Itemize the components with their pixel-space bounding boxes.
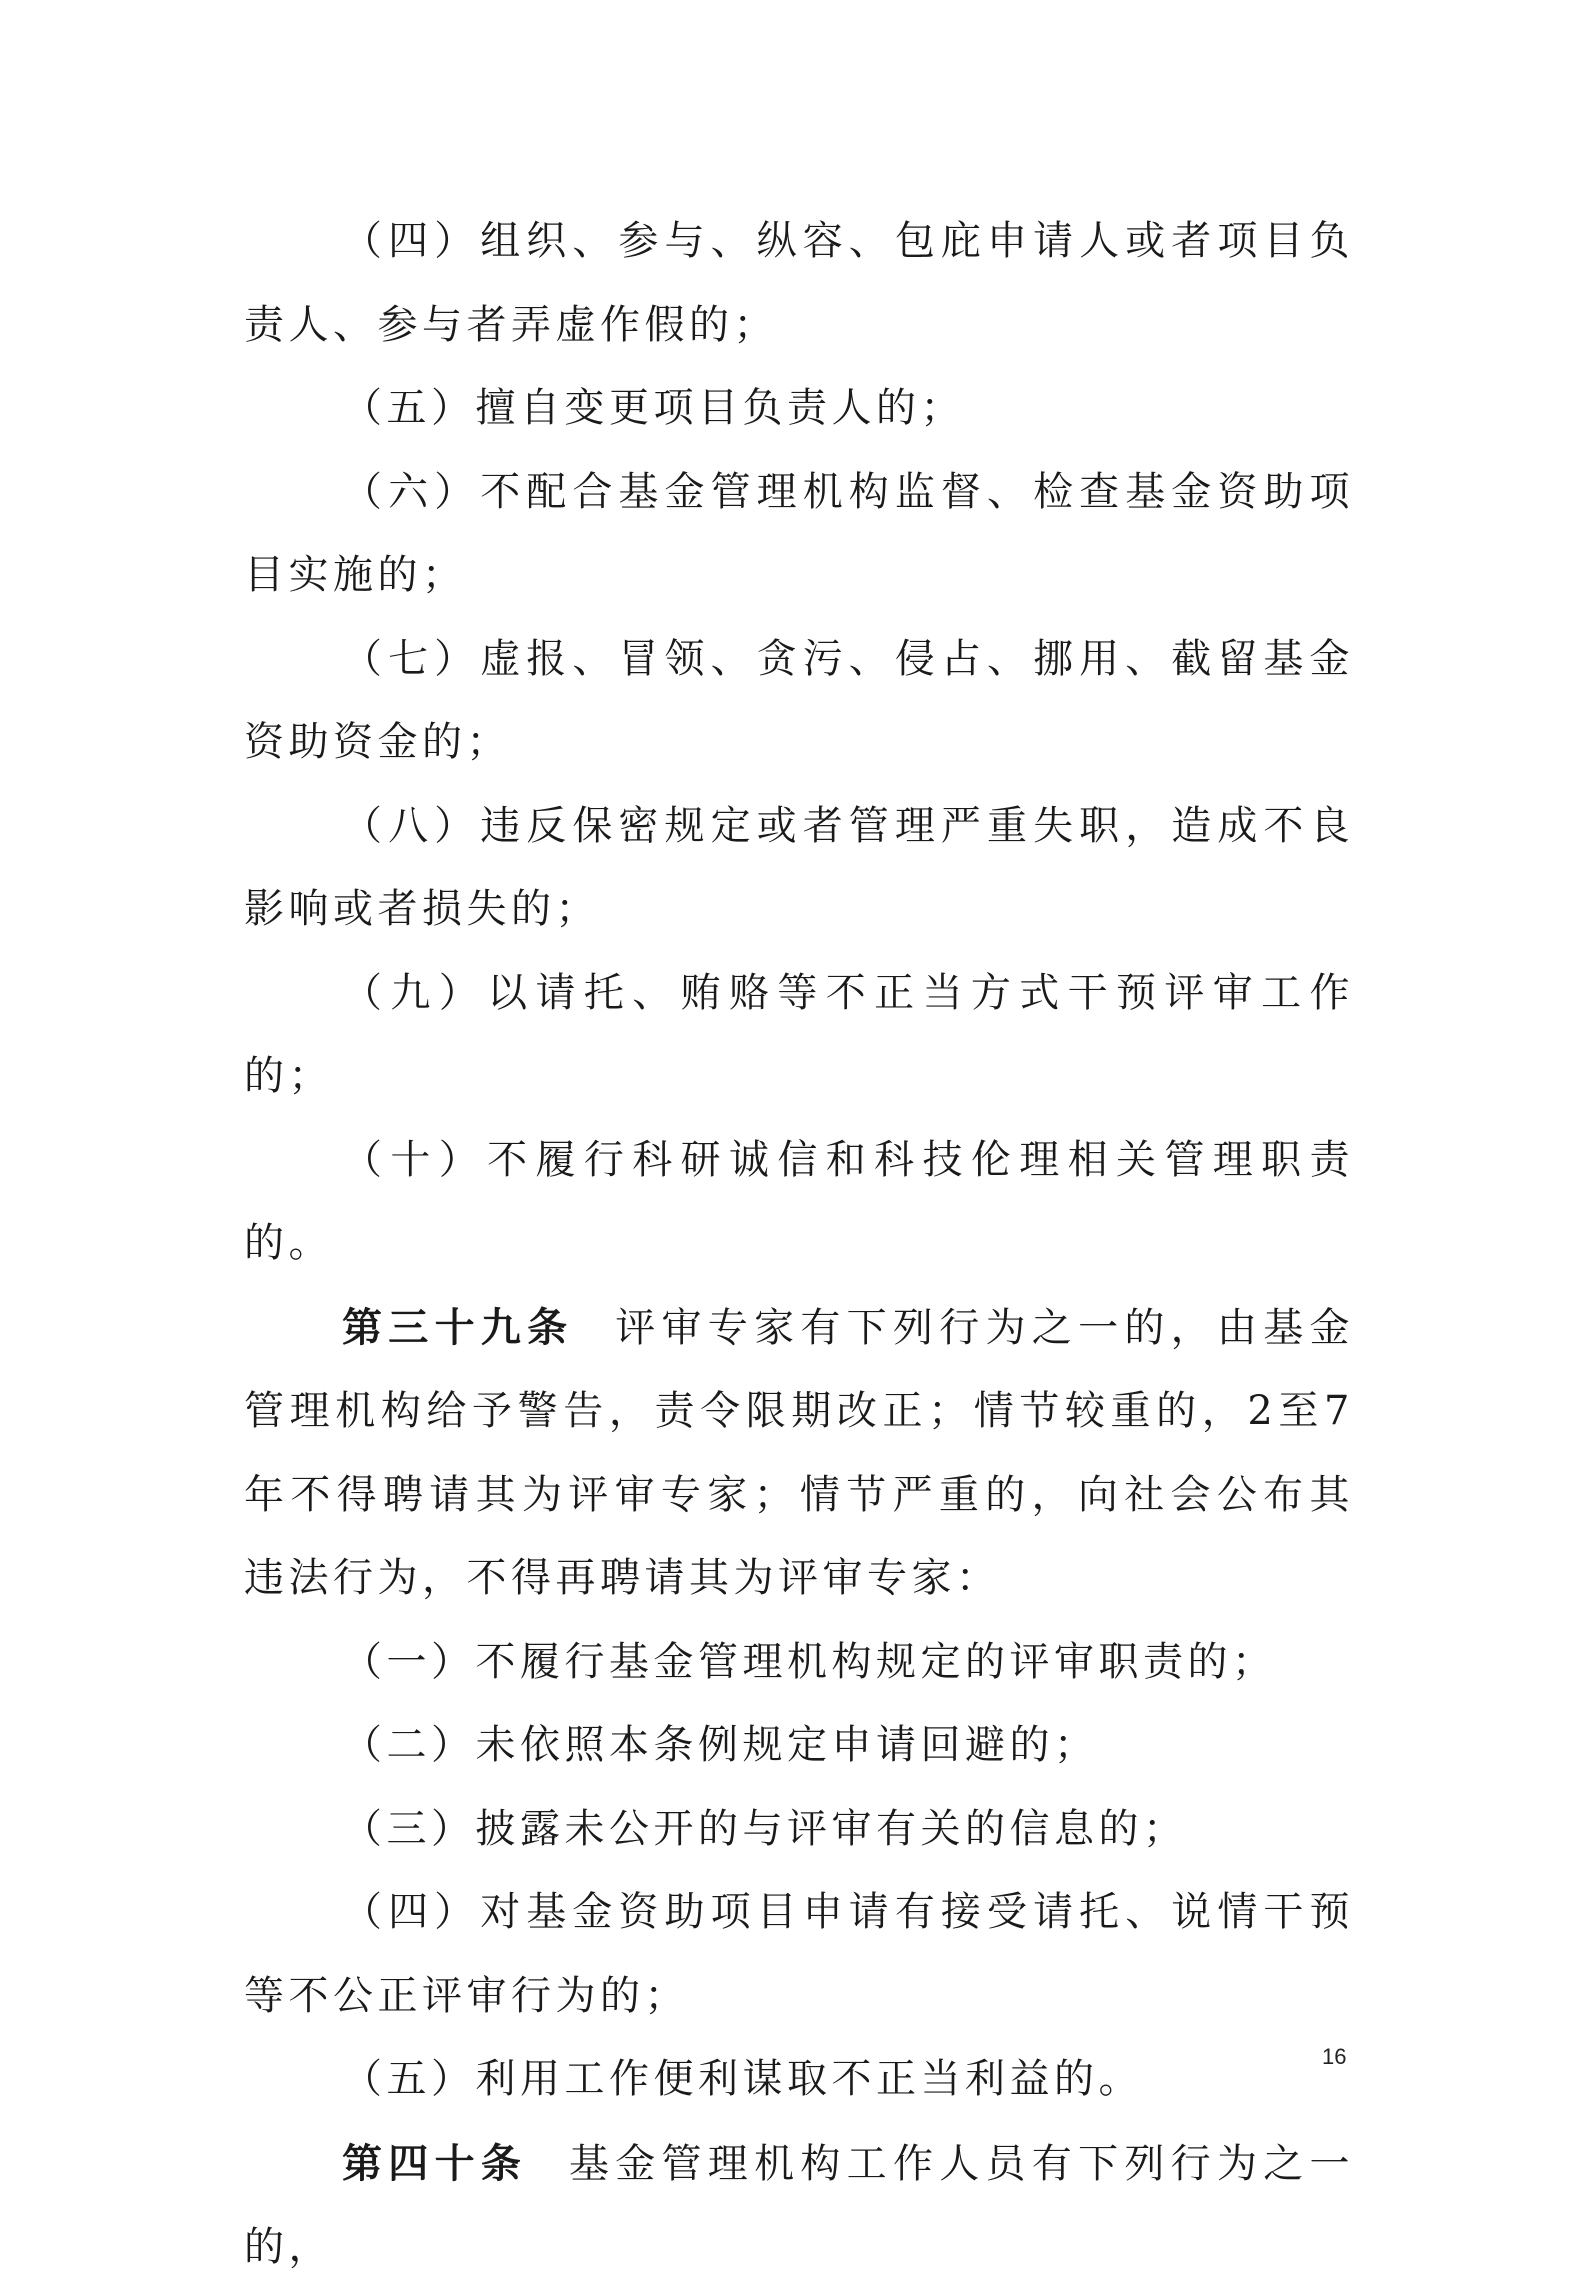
paragraph-text: （五）利用工作便利谋取不正当利益的。 <box>342 2056 1143 2102</box>
paragraph-item-6 <box>244 451 1354 618</box>
page-number: 16 <box>1322 2044 1347 2069</box>
paragraph-item-10 <box>244 1119 1354 1286</box>
article-40 <box>244 2122 1354 2290</box>
article-39 <box>244 1286 1354 1621</box>
paragraph-text: （七）虚报、冒领、贪污、侵占、挪用、截留基金资助资金的； <box>244 635 1354 765</box>
document-body <box>244 200 1354 2290</box>
paragraph-item-8 <box>244 785 1354 952</box>
article-39-text: 评审专家有下列行为之一的，由基金管理机构给予警告，责令限期改正；情节较重的，2至7年不得聘请其为评审专家；情节严重的，向社会公布其违法行为，不得再聘请其为评审专家： <box>244 1304 1355 1601</box>
paragraph-text: （二）未依照本条例规定申请回避的； <box>342 1722 1099 1768</box>
paragraph-item-3 <box>244 1788 1354 1872</box>
paragraph-item-2 <box>244 1704 1354 1788</box>
article-40-title: 第四十条 <box>342 2139 528 2187</box>
paragraph-item-5 <box>244 367 1354 451</box>
paragraph-text: （九）以请托、贿赂等不正当方式干预评审工作的； <box>244 969 1354 1099</box>
paragraph-item-7 <box>244 618 1354 785</box>
paragraph-text: （五）擅自变更项目负责人的； <box>342 385 965 431</box>
paragraph-text: （四）对基金资助项目申请有接受请托、说情干预等不公正评审行为的； <box>244 1889 1354 2019</box>
paragraph-text: （六）不配合基金管理机构监督、检查基金资助项目实施的； <box>244 468 1354 598</box>
paragraph-item-5b <box>244 2038 1354 2122</box>
paragraph-text: （十）不履行科研诚信和科技伦理相关管理职责的。 <box>244 1136 1354 1266</box>
paragraph-text: （八）违反保密规定或者管理严重失职，造成不良影响或者损失的； <box>244 802 1354 932</box>
article-39-title: 第三十九条 <box>342 1303 574 1351</box>
paragraph-text: （三）披露未公开的与评审有关的信息的； <box>342 1805 1188 1852</box>
paragraph-item-4b <box>244 1871 1354 2038</box>
paragraph-text: （四）组织、参与、纵容、包庇申请人或者项目负责人、参与者弄虚作假的； <box>244 218 1354 348</box>
paragraph-item-1 <box>244 1621 1354 1705</box>
article-40-text: 基金管理机构工作人员有下列行为之一的， <box>244 2140 1355 2270</box>
paragraph-text: （一）不履行基金管理机构规定的评审职责的； <box>342 1638 1277 1685</box>
paragraph-item-4 <box>244 200 1354 367</box>
paragraph-item-9 <box>244 952 1354 1119</box>
